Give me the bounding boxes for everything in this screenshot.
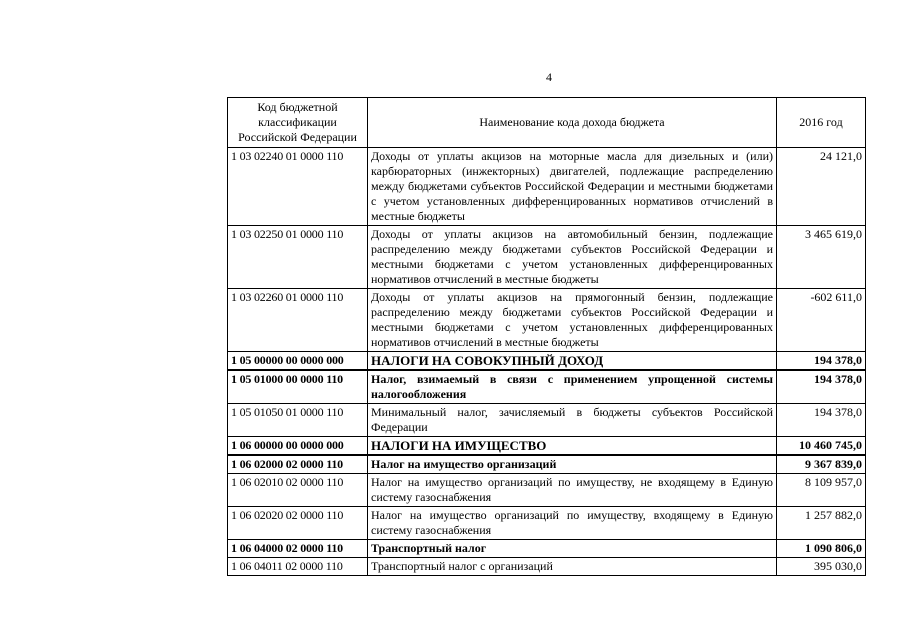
row-name: Доходы от уплаты акцизов на автомобильный бензин, подлежащие распределению между бюджетами субъектов Российской Федерации и местными бюджетами с учетом установленных дифференцированных нормативов отчислений в местные бюджеты (368, 226, 777, 289)
row-code: 1 06 02000 02 0000 110 (228, 455, 368, 474)
row-name: Доходы от уплаты акцизов на прямогонный бензин, подлежащие распределению между бюджетами субъектов Российской Федерации и местными бюджетами с учетом установленных дифференцированных нормативов отчислений в местные бюджеты (368, 289, 777, 352)
row-name: Транспортный налог (368, 540, 777, 558)
row-value: 1 090 806,0 (777, 540, 866, 558)
row-value: 194 378,0 (777, 370, 866, 404)
row-code: 1 05 01050 01 0000 110 (228, 404, 368, 437)
row-code: 1 03 02250 01 0000 110 (228, 226, 368, 289)
row-value: 9 367 839,0 (777, 455, 866, 474)
header-code: Код бюджетной классификации Российской Федерации (228, 98, 368, 148)
row-code: 1 06 00000 00 0000 000 (228, 437, 368, 456)
row-name: НАЛОГИ НА ИМУЩЕСТВО (368, 437, 777, 456)
row-value: 8 109 957,0 (777, 474, 866, 507)
row-code: 1 06 04000 02 0000 110 (228, 540, 368, 558)
row-name: Налог, взимаемый в связи с применением упрощенной системы налогообложения (368, 370, 777, 404)
table-row (228, 370, 866, 404)
table-row (228, 540, 866, 558)
row-code: 1 06 02020 02 0000 110 (228, 507, 368, 540)
table-row (228, 289, 866, 352)
row-value: 194 378,0 (777, 404, 866, 437)
row-name: Налог на имущество организаций по имуществу, не входящему в Единую систему газоснабжения (368, 474, 777, 507)
row-name: Доходы от уплаты акцизов на моторные масла для дизельных и (или) карбюраторных (инжекторных) двигателей, подлежащие распределению между бюджетами субъектов Российской Федерации и местными бюджетами с учетом установленных дифференцированных нормативов отчислений в местные бюджеты (368, 148, 777, 226)
table-row (228, 558, 866, 576)
table-row (228, 226, 866, 289)
row-name: Минимальный налог, зачисляемый в бюджеты субъектов Российской Федерации (368, 404, 777, 437)
row-code: 1 05 00000 00 0000 000 (228, 352, 368, 371)
row-code: 1 03 02240 01 0000 110 (228, 148, 368, 226)
table-row (228, 455, 866, 474)
table-header-row (228, 98, 866, 148)
page-number: 4 (546, 70, 552, 84)
table-row (228, 507, 866, 540)
row-value: 1 257 882,0 (777, 507, 866, 540)
header-name: Наименование кода дохода бюджета (368, 98, 777, 148)
row-value: 395 030,0 (777, 558, 866, 576)
budget-revenue-table (227, 97, 866, 576)
row-value: 10 460 745,0 (777, 437, 866, 456)
table-row (228, 352, 866, 371)
row-name: Налог на имущество организаций (368, 455, 777, 474)
table-body (228, 148, 866, 576)
row-value: 24 121,0 (777, 148, 866, 226)
row-name: НАЛОГИ НА СОВОКУПНЫЙ ДОХОД (368, 352, 777, 371)
row-value: 194 378,0 (777, 352, 866, 371)
row-code: 1 05 01000 00 0000 110 (228, 370, 368, 404)
row-code: 1 03 02260 01 0000 110 (228, 289, 368, 352)
row-code: 1 06 04011 02 0000 110 (228, 558, 368, 576)
row-name: Транспортный налог с организаций (368, 558, 777, 576)
table-row (228, 474, 866, 507)
table-row (228, 404, 866, 437)
row-name: Налог на имущество организаций по имуществу, входящему в Единую систему газоснабжения (368, 507, 777, 540)
table-row (228, 437, 866, 456)
table-row (228, 148, 866, 226)
row-code: 1 06 02010 02 0000 110 (228, 474, 368, 507)
header-year: 2016 год (777, 98, 866, 148)
row-value: 3 465 619,0 (777, 226, 866, 289)
row-value: -602 611,0 (777, 289, 866, 352)
